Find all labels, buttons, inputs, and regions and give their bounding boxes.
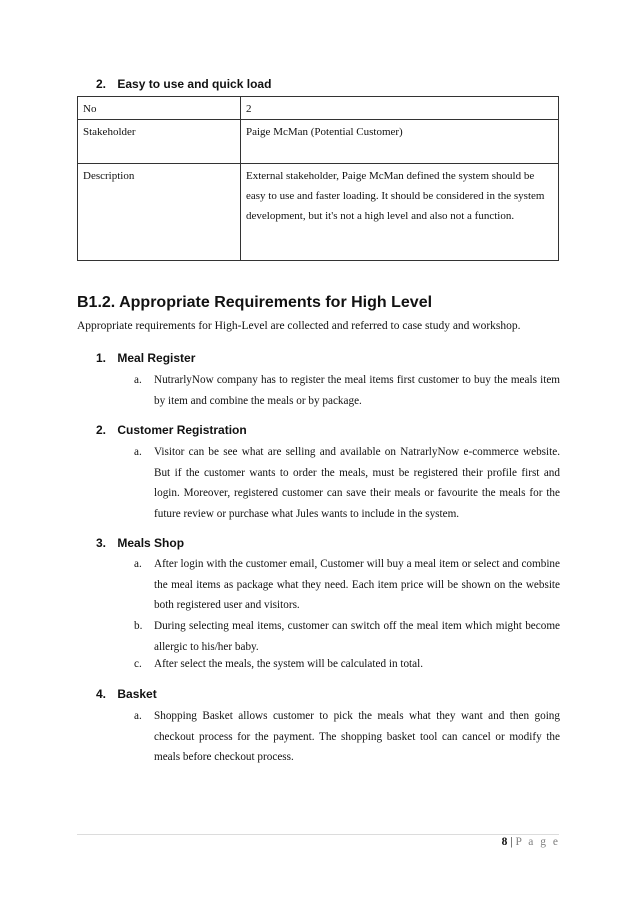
page-label: P a g e [515,836,560,848]
table-value-cell: Paige McMan (Potential Customer) [241,120,559,164]
list-item-text: NutrarlyNow company has to register the meal items first customer to buy the meals item by item and combine the meals or by package. [154,374,560,407]
requirement-heading-basket [96,687,157,701]
requirement-heading-customer-registration [96,423,247,437]
list-item-text: During selecting meal items, customer can switch off the meal item which might become allergic to his/her baby. [154,620,560,653]
table-row [78,97,559,120]
list-item [134,370,560,411]
table-row [78,120,559,164]
heading-number: 1. [96,351,107,365]
heading-number: 3. [96,536,107,550]
requirement-table [77,96,559,261]
footer-divider [77,834,559,835]
heading-title: Easy to use and quick load [117,77,272,91]
list-item-label: a. [134,558,142,570]
page-footer [502,836,560,848]
list-item [134,442,560,525]
heading-number: 4. [96,687,107,701]
heading-number: 2. [96,77,107,91]
requirement-heading-2 [96,77,271,91]
list-item [134,554,560,616]
table-label-cell: Stakeholder [78,120,241,164]
list-item-label: b. [134,620,143,632]
heading-title: Customer Registration [117,423,247,437]
heading-title: Basket [117,687,157,701]
list-item [134,616,560,657]
heading-title: Meals Shop [117,536,185,550]
requirement-heading-meals-shop [96,536,184,550]
page-number: 8 [501,836,508,848]
list-item [134,706,560,768]
list-item-label: c. [134,658,142,670]
section-intro: Appropriate requirements for High-Level are collected and referred to case study and workshop. [77,320,521,332]
table-value-cell: External stakeholder, Paige McMan defined the system should be easy to use and faster loading. It should be considered in the system development, but it's not a high level and also not a function. [241,164,559,261]
heading-title: Meal Register [117,351,196,365]
list-item-label: a. [134,446,142,458]
list-item-text: After select the meals, the system will be calculated in total. [154,658,424,670]
list-item-label: a. [134,374,142,386]
list-item [134,654,560,675]
list-item-text: Shopping Basket allows customer to pick the meals what they want and then going checkout process for the payment. The shopping basket tool can cancel or modify the meals before checkout process. [154,710,560,764]
list-item-label: a. [134,710,142,722]
list-item-text: Visitor can be see what are selling and available on NatrarlyNow e-commerce website. But if the customer wants to order the meals, must be registered their profile first and login. Moreover, registered customer can save their meals or favourite the meals for the future review or purchase what Jules wants to include in the system. [154,446,560,521]
section-title: B1.2. Appropriate Requirements for High Level [77,294,433,311]
table-label-cell: No [78,97,241,120]
table-row [78,164,559,261]
table-label-cell: Description [78,164,241,261]
list-item-text: After login with the customer email, Customer will buy a meal item or select and combine the meal items as package what they need. Each item price will be shown on the website both registered user and visitors. [154,558,560,612]
requirement-heading-meal-register [96,351,195,365]
footer-separator: | [510,836,513,848]
heading-number: 2. [96,423,107,437]
table-value-cell: 2 [241,97,559,120]
